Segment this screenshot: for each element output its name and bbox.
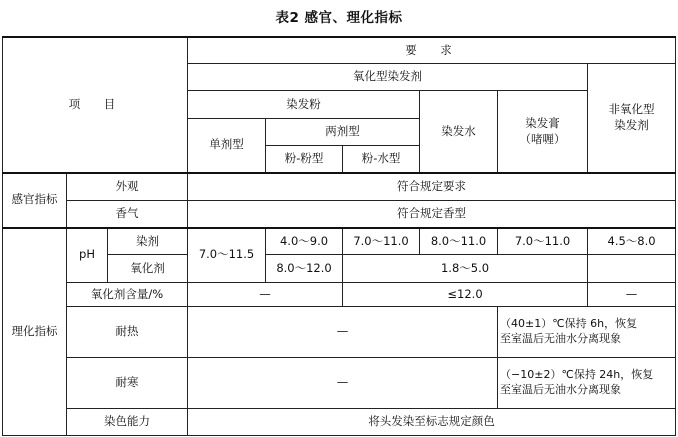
heat-label: 耐热 [67, 307, 188, 358]
appearance-value: 符合规定要求 [188, 173, 676, 200]
fragrance-value: 符合规定香型 [188, 200, 676, 227]
header-item: 项 目 [3, 37, 188, 173]
oxidant-content-non-oxidizing: — [588, 282, 676, 306]
physchem-group-label: 理化指标 [3, 228, 67, 436]
ph-dye-label: 染剂 [108, 228, 188, 255]
header-oxidizing-dye: 氧化型染发剂 [188, 63, 588, 90]
header-powder-water: 粉-水型 [343, 145, 420, 172]
ph-non-oxidizing: 4.5～8.0 [588, 228, 676, 255]
cold-value: （−10±2）℃保持 24h，恢复 至室温后无油水分离现象 [498, 357, 676, 408]
header-requirement: 要 求 [188, 37, 676, 63]
header-single-part: 单剂型 [188, 118, 266, 173]
header-dye-water: 染发水 [420, 91, 498, 173]
ph-dye-powder-powder: 4.0～9.0 [266, 228, 343, 255]
cold-label: 耐寒 [67, 357, 188, 408]
spec-table [2, 36, 676, 436]
header-powder-powder: 粉-粉型 [266, 145, 343, 172]
ph-dye-powder-water: 7.0～11.0 [343, 228, 420, 255]
ph-oxidant-rest: 1.8～5.0 [343, 255, 588, 282]
oxidant-content-single: — [188, 282, 343, 306]
header-powder: 染发粉 [188, 91, 420, 118]
header-dye-cream: 染发膏 （啫喱） [498, 91, 588, 173]
header-two-part: 两剂型 [266, 118, 420, 145]
ph-dye-water: 8.0～11.0 [420, 228, 498, 255]
oxidant-content-label: 氧化剂含量/% [67, 282, 188, 306]
ph-dye-cream: 7.0～11.0 [498, 228, 588, 255]
ph-oxidant-powder-powder: 8.0～12.0 [266, 255, 343, 282]
heat-dash: — [188, 307, 498, 358]
cold-dash: — [188, 357, 498, 408]
appearance-label: 外观 [67, 173, 188, 200]
oxidant-content-value: ≤12.0 [343, 282, 588, 306]
ph-oxidant-empty [588, 255, 676, 282]
heat-value: （40±1）℃保持 6h，恢复 至室温后无油水分离现象 [498, 307, 676, 358]
ph-oxidant-label: 氧化剂 [108, 255, 188, 282]
ph-single-value: 7.0～11.5 [188, 228, 266, 283]
table-title: 表2 感官、理化指标 [275, 10, 403, 26]
dyeing-value: 将头发染至标志规定颜色 [188, 408, 676, 435]
fragrance-label: 香气 [67, 200, 188, 227]
dyeing-label: 染色能力 [67, 408, 188, 435]
sensory-group-label: 感官指标 [3, 173, 67, 228]
header-non-oxidizing: 非氧化型 染发剂 [588, 63, 676, 173]
ph-label: pH [67, 228, 108, 283]
